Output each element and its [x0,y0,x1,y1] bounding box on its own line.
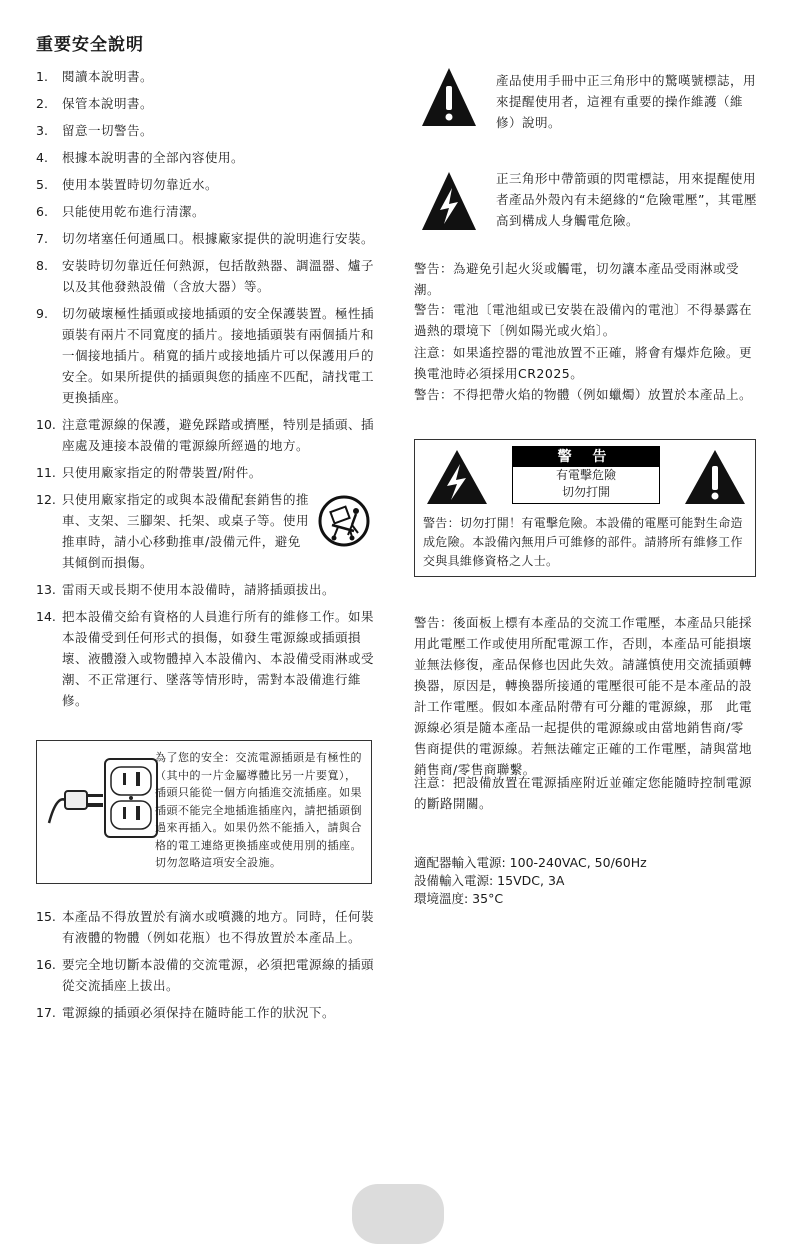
list-item: 15. 本產品不得放置於有滴水或噴濺的地方。同時，任何裝有液體的物體（例如花瓶）也不得放置於本產品上。 [36,909,375,945]
power-specs [414,854,756,908]
warning-battery-heat: 警告：電池〔電池組或已安裝在設備內的電池〕不得暴露在過熱的環境下〔例如陽光或火焰〕。 [414,302,753,338]
lightning-symbol-text: 正三角形中帶箭頭的閃電標誌，用來提醒使用者產品外殼內有未絕緣的“危險電壓”，其電壓高到構成人身觸電危險。 [496,171,757,228]
exclamation-triangle-icon [420,66,478,128]
adapter-input-spec: 適配器輸入電源: 100-240VAC, 50/60Hz [414,855,647,870]
lightning-triangle-icon [420,170,478,232]
page-number-tab [352,1184,444,1244]
list-item: 16. 要完全地切斷本設備的交流電源，必須把電源線的插頭從交流插座上拔出。 [36,957,375,993]
polarized-plug-notice [36,740,372,884]
list-item: 14. 把本設備交給有資格的人員進行所有的維修工作。如果本設備受到任何形式的損傷，如發生電源線或插頭損壞、液體潑入或物體掉入本設備內、本設備受雨淋或受潮、不正常運行、墜落等情形時，需對本設備進行維修。 [36,609,375,708]
caution-label: 警 告 有電擊危險 切勿打開 [512,446,660,504]
list-item: 8. 安裝時切勿靠近任何熱源，包括散熱器、調溫器、爐子以及其他發熱設備（含放大器）等。 [36,258,375,294]
list-item: 13. 雷雨天或長期不使用本設備時，請將插頭拔出。 [36,582,336,597]
exclamation-symbol-block [414,66,756,136]
list-item: 11. 只使用廠家指定的附帶裝置/附件。 [36,465,262,480]
exclamation-symbol-text: 產品使用手冊中正三角形中的驚嘆號標誌，用來提醒使用者，這裡有重要的操作維護（維修）說明。 [496,73,757,130]
plug-outlet-icon [45,753,165,843]
caution-remote-battery: 注意：如果遙控器的電池放置不正確，將會有爆炸危險。更換電池時必須採用CR2025。 [414,345,753,381]
instructions-list-top [36,66,378,717]
list-item: 12. 只使用廠家指定的或與本設備配套銷售的推車、支架、三腳架、托架、或桌子等。使用推車時，請小心移動推車/設備元件，避免其傾倒而損傷。 [36,489,378,573]
device-input-spec: 設備輸入電源: 15VDC, 3A [414,873,565,888]
exclamation-triangle-icon [683,448,747,506]
shock-caution-box [414,439,756,577]
list-item: 7. 切勿堵塞任何通風口。根據廠家提供的說明進行安裝。 [36,231,375,246]
list-item: 3. 留意一切警告。 [36,123,154,138]
list-item: 6. 只能使用乾布進行清潔。 [36,204,206,219]
list-item: 5. 使用本裝置時切勿靠近水。 [36,177,219,192]
page-title: 重要安全說明 [36,35,144,55]
warning-rain: 警告：為避免引起火災或觸電，切勿讓本產品受雨淋或受潮。 [414,261,740,297]
outlet-note: 注意：把設備放置在電源插座附近並確定您能隨時控制電源的斷路開關。 [414,775,753,811]
ambient-temp-spec: 環境溫度: 35°C [414,891,504,906]
caution-box-text: 警告：切勿打開！有電擊危險。本設備的電壓可能對生命造成危險。本設備內無用戶可維修的部件。請將所有維修工作交與具維修資格之人士。 [423,516,743,568]
lightning-triangle-icon [425,448,489,506]
list-item: 4. 根據本說明書的全部內容使用。 [36,150,245,165]
list-item: 17. 電源線的插頭必須保持在隨時能工作的狀況下。 [36,1005,336,1020]
instructions-list-bottom [36,906,378,1029]
list-item: 2. 保管本說明書。 [36,96,154,111]
list-item: 9. 切勿破壞極性插頭或接地插頭的安全保護裝置。極性插頭裝有兩片不同寬度的插片。接地插頭裝有兩個插片和一個接地插片。稍寬的插片或接地插片可以保護用戶的安全。如果所提供的插頭與您的插座不匹配，請找電工更換插座。 [36,306,375,405]
cart-tipover-warning-icon [318,495,370,547]
lightning-symbol-block [414,164,756,234]
warning-flame: 警告：不得把帶火焰的物體（例如蠟燭）放置於本產品上。 [414,387,753,402]
list-item: 10. 注意電源線的保護，避免踩踏或擠壓，特別是插頭、插座處及連接本設備的電源線所經過的地方。 [36,417,375,453]
plug-notice-text: 為了您的安全：交流電源插頭是有極性的（其中的一片金屬導體比另一片要寬），插頭只能從一個方向插進交流插座。如果插頭不能完全地插進插座內，請把插頭倒過來再插入。如果仍然不能插入，請與合格的電工連絡更換插座或使用別的插座。切勿忽略這項安全設施。 [155,751,362,869]
rear-panel-warning: 警告：後面板上標有本產品的交流工作電壓，本產品只能採用此電壓工作或使用所配電源工作，否則，本產品可能損壞並無法修復，產品保修也因此失效。請謹慎使用交流插頭轉換器，原因是，轉換器所接通的電壓很可能不是本產品的設計工作電壓。假如本產品附帶有可分離的電源線，那 此電源線必須是隨本產品一起提供的電源線或由當地銷售商/零售商提供的電源線。若無法確定正確的工作電壓，請與當地銷售商/零售商聯繫。 [414,615,753,777]
list-item: 1. 閱讀本說明書。 [36,69,154,84]
